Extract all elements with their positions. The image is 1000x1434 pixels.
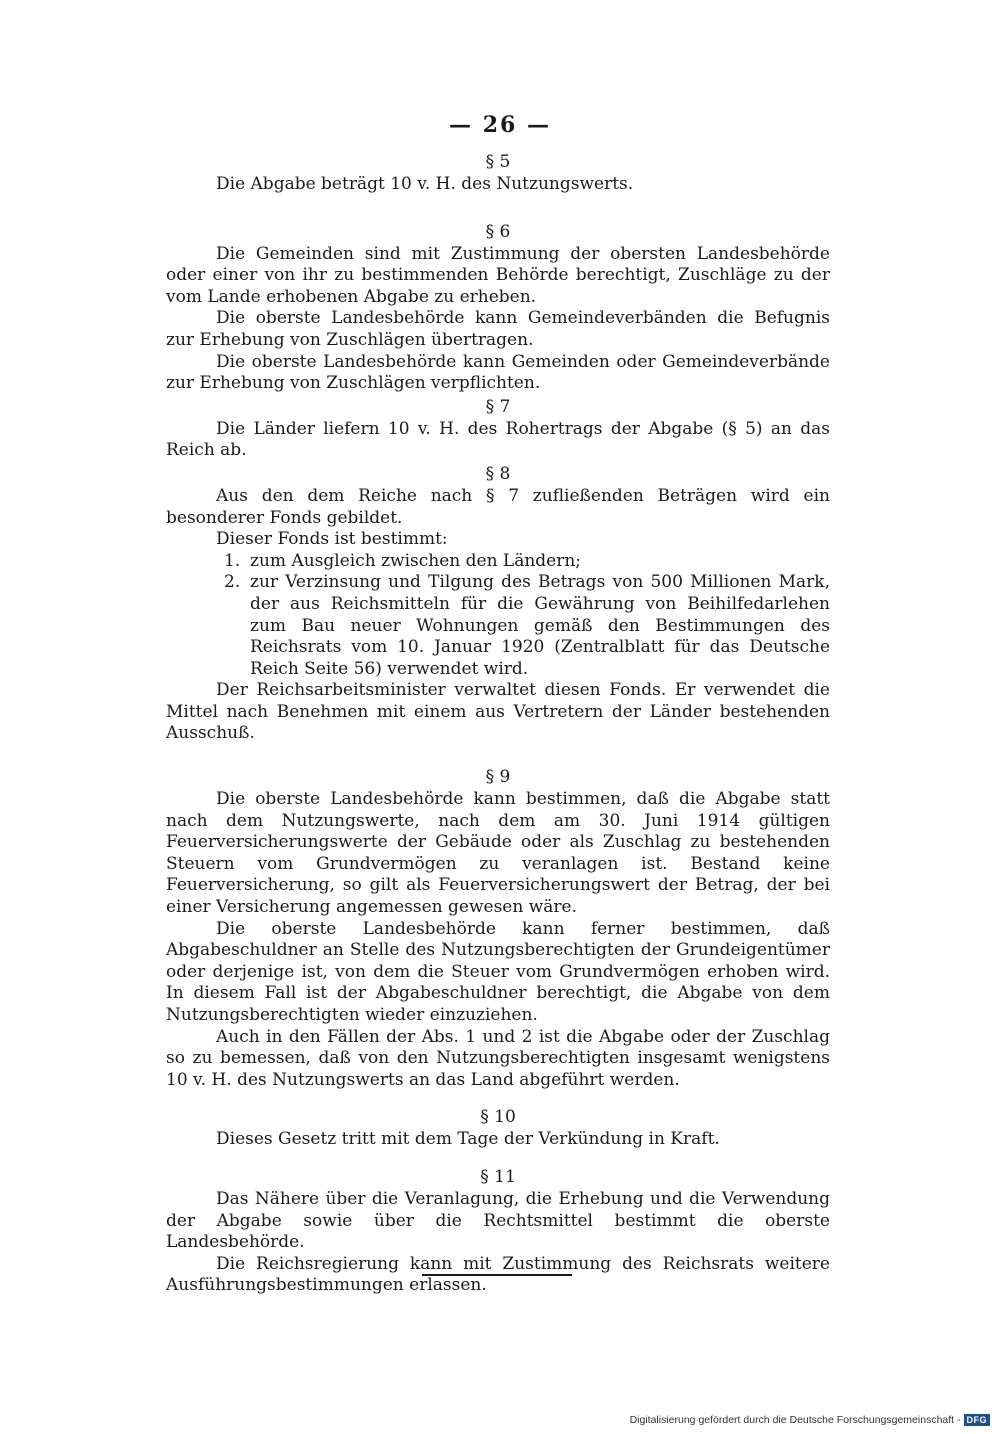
section-11-paragraph-1: Das Nähere über die Veranlagung, die Erhebung und die Verwendung der Abgabe sowie über die Rechtsmittel bestimmt die oberste Landesbehörde. xyxy=(166,1188,830,1253)
list-item-text: zum Ausgleich zwischen den Ländern; xyxy=(250,550,582,571)
section-8-paragraph-3: Der Reichsarbeitsminister verwaltet diesen Fonds. Er verwendet die Mittel nach Benehmen mit einem aus Vertretern der Länder bestehenden Ausschuß. xyxy=(166,680,830,744)
list-item-text: zur Verzinsung und Tilgung des Betrags von 500 Millionen Mark, der aus Reichsmitteln für die Gewährung von Beihilfedarlehen zum Bau neuer Wohnungen gemäß den Bestimmungen des Reichsrats vom 10. Januar 1920 (Zentralblatt für das Deutsche Reich Seite 56) verwendet wird. xyxy=(250,572,830,679)
section-heading-11: § 11 xyxy=(480,1166,516,1187)
list-item xyxy=(224,551,830,573)
section-heading-10: § 10 xyxy=(480,1107,516,1128)
list-item xyxy=(224,572,830,680)
section-10-paragraph: Dieses Gesetz tritt mit dem Tage der Verkündung in Kraft. xyxy=(216,1129,720,1150)
section-heading-5: § 5 xyxy=(485,152,511,172)
law-text xyxy=(166,150,830,1297)
footer-credit-text: Digitalisierung gefördert durch die Deutsche Forschungsgemeinschaft - xyxy=(629,1414,961,1426)
section-9-paragraph-3: Auch in den Fällen der Abs. 1 und 2 ist die Abgabe oder der Zuschlag so zu bemessen, daß von den Nutzungsberechtigten insgesamt wenigstens 10 v. H. des Nutzungswerts an das Land abgeführt werden. xyxy=(166,1026,830,1090)
section-heading-6: § 6 xyxy=(485,221,511,242)
section-6-paragraph-1: Die Gemeinden sind mit Zustimmung der obersten Landesbehörde oder einer von ihr zu bestimmenden Behörde berechtigt, Zuschläge zu der vom Lande erhobenen Abgabe zu erheben. xyxy=(166,243,830,307)
section-9-paragraph-1: Die oberste Landesbehörde kann bestimmen, daß die Abgabe statt nach dem Nutzungswerte, nach dem am 30. Juni 1914 gültigen Feuerversicherungswerte der Gebäude oder als Zuschlag zu bestehenden Steuern vom Grundvermögen zu veranlagen ist. Bestand keine Feuerversicherung, so gilt als Feuerversicherungswert der Betrag, der bei einer Versicherung angemessen gewesen wäre. xyxy=(166,789,830,918)
list-item-number: 1. xyxy=(224,550,241,571)
list-item-number: 2. xyxy=(224,572,241,593)
page-number: — 26 — xyxy=(449,112,551,138)
section-7-paragraph: Die Länder liefern 10 v. H. des Rohertrags der Abgabe (§ 5) an das Reich ab. xyxy=(166,418,830,461)
section-9-paragraph-2: Die oberste Landesbehörde kann ferner bestimmen, daß Abgabeschuldner an Stelle des Nutzungsberechtigten der Grundeigentümer oder derjenige ist, von dem die Steuer vom Grundvermögen erhoben wird. In diesem Fall ist der Abgabeschuldner berechtigt, die Abgabe von dem Nutzungsberechtigten wieder einzuziehen. xyxy=(166,918,830,1025)
section-8-paragraph-2: Dieser Fonds ist bestimmt: xyxy=(216,529,448,550)
closing-rule xyxy=(422,1274,572,1276)
section-heading-7: § 7 xyxy=(485,396,511,417)
section-11-paragraph-2: Die Reichsregierung kann mit Zustimmung des Reichsrats weitere Ausführungsbestimmungen erlassen. xyxy=(166,1253,830,1296)
section-8-list xyxy=(166,551,830,681)
digitization-footer xyxy=(630,1414,990,1426)
section-6-paragraph-3: Die oberste Landesbehörde kann Gemeinden oder Gemeindeverbände zur Erhebung von Zuschlägen verpflichten. xyxy=(166,351,830,394)
section-heading-8: § 8 xyxy=(485,463,511,484)
section-6-paragraph-2: Die oberste Landesbehörde kann Gemeindeverbänden die Befugnis zur Erhebung von Zuschlägen übertragen. xyxy=(166,308,830,350)
section-8-paragraph-1: Aus den dem Reiche nach § 7 zufließenden Beträgen wird ein besonderer Fonds gebildet. xyxy=(166,485,830,528)
section-5-paragraph: Die Abgabe beträgt 10 v. H. des Nutzungswerts. xyxy=(216,174,634,194)
dfg-logo: DFG xyxy=(964,1414,991,1426)
section-heading-9: § 9 xyxy=(485,767,511,788)
